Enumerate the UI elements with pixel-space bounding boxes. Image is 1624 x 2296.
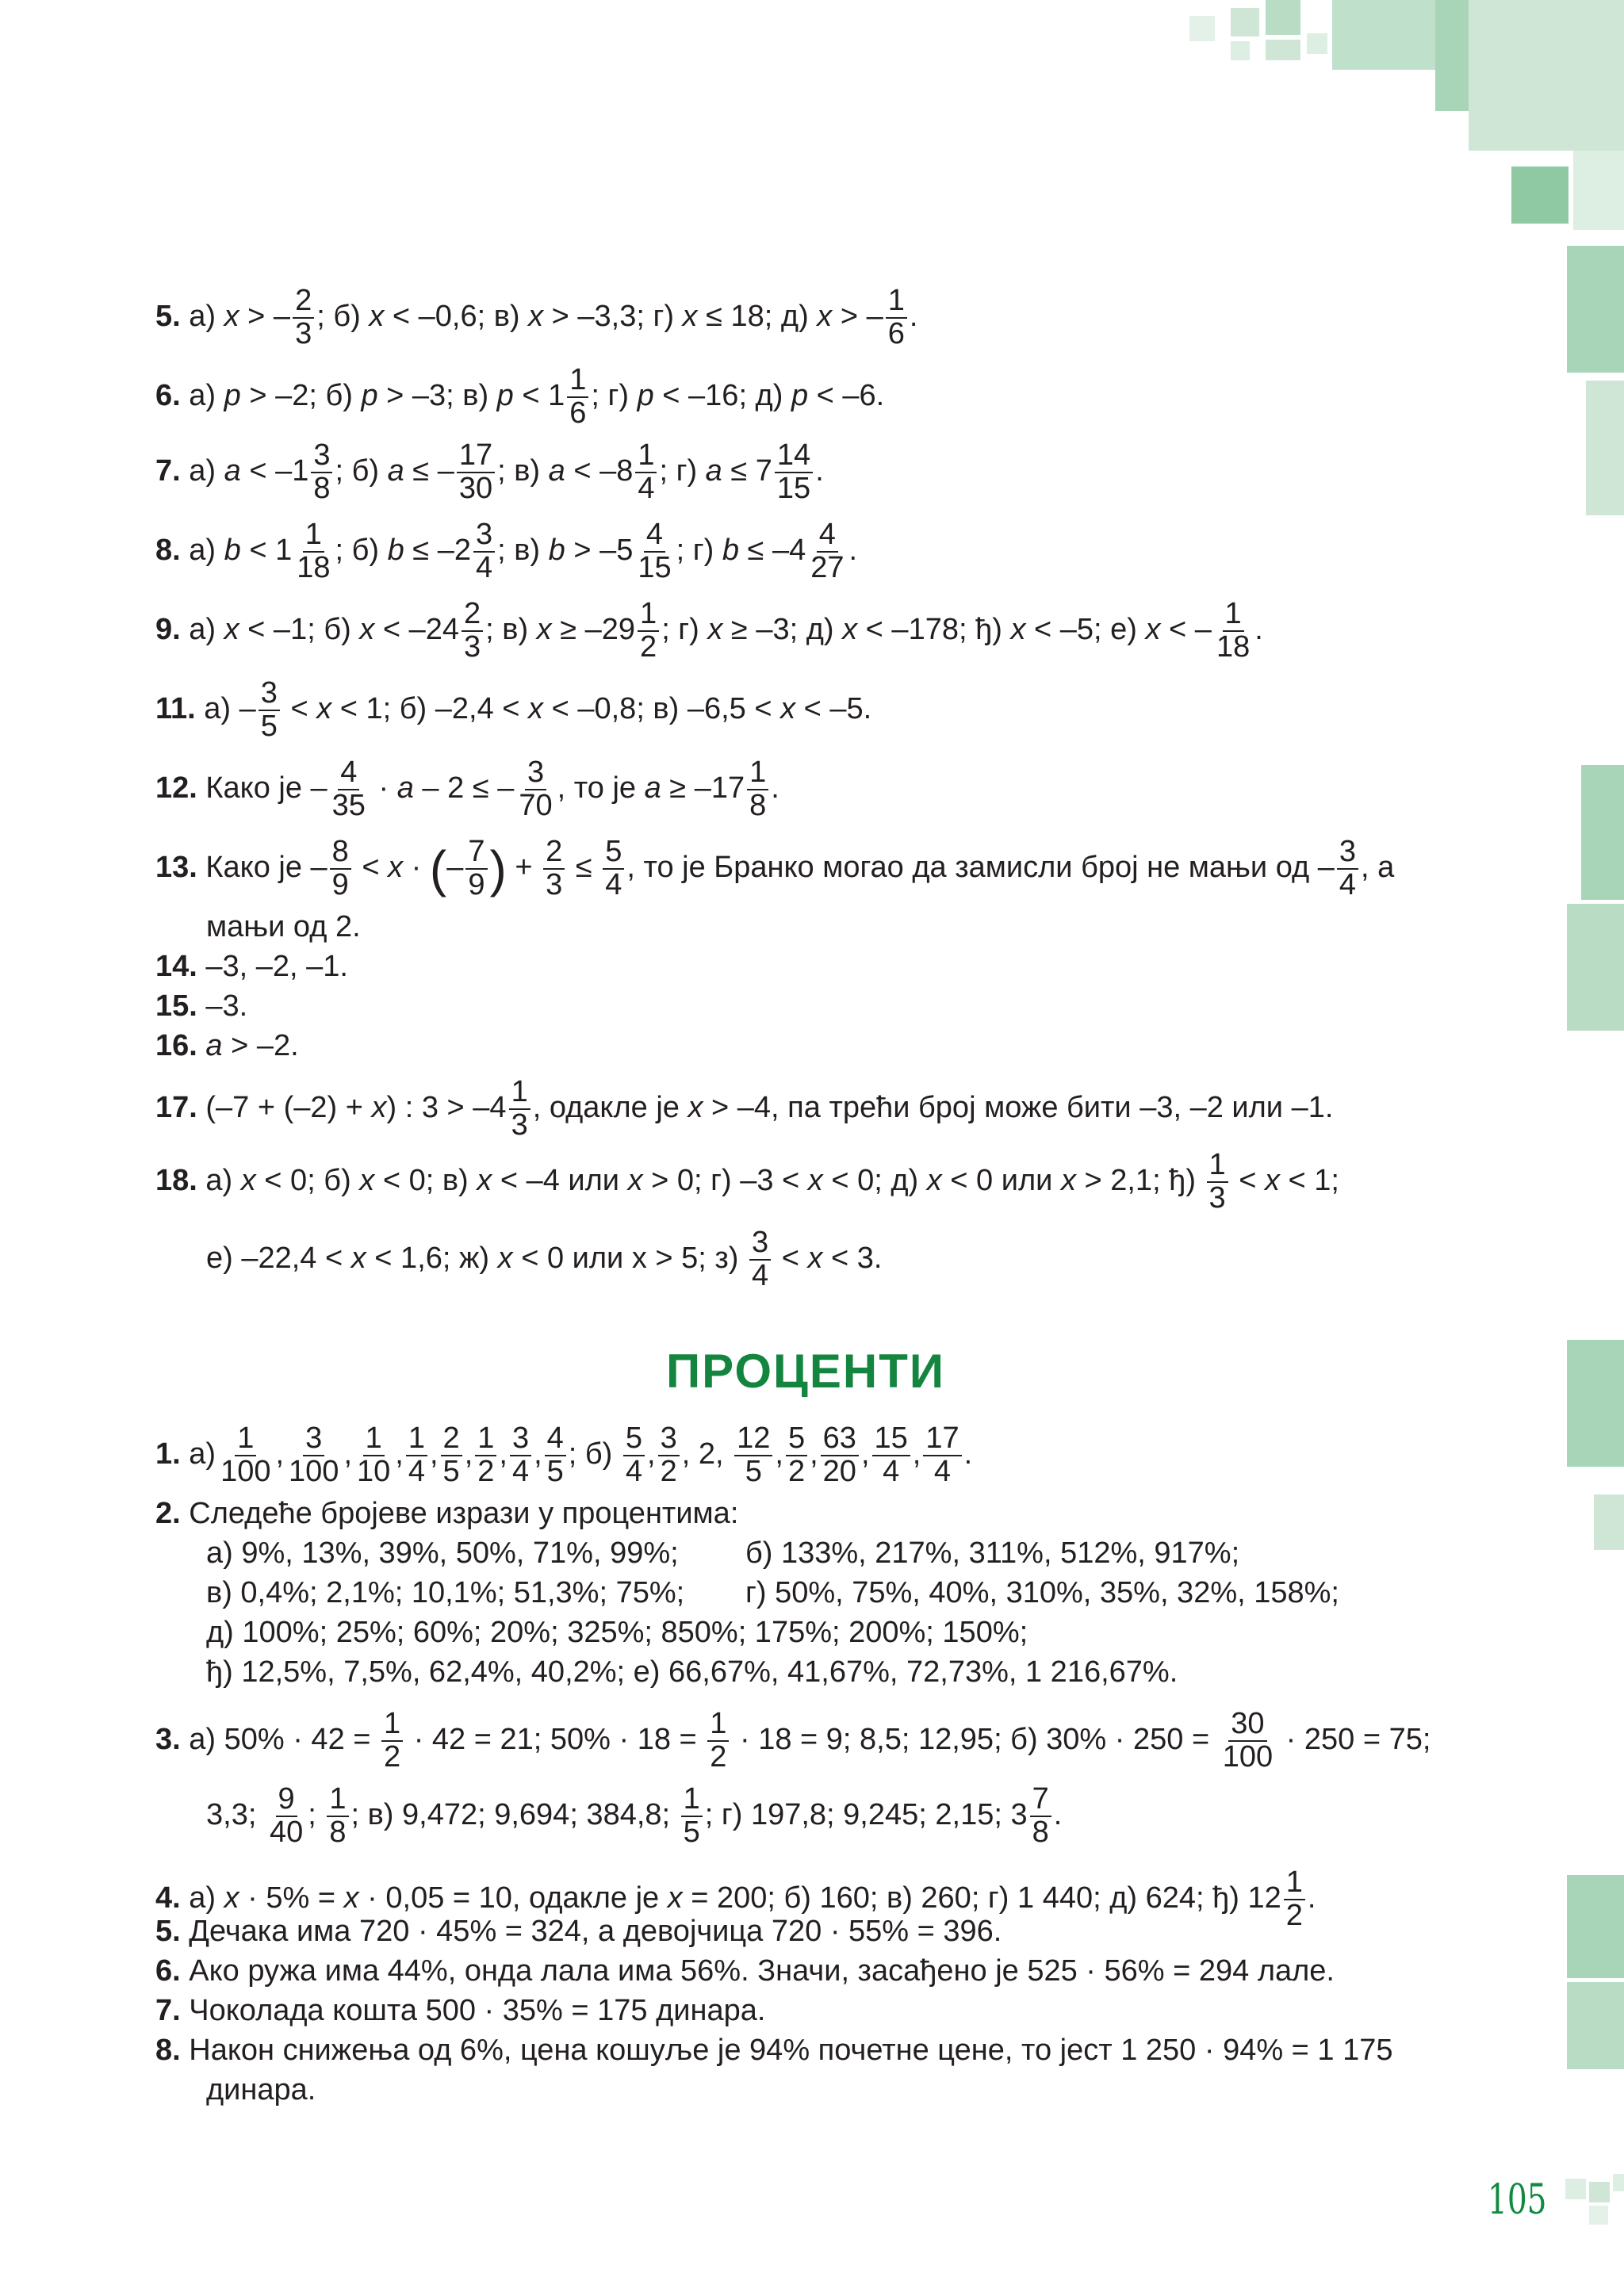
fraction: $\frac{1}{3}$ (1207, 1150, 1228, 1215)
fraction: $\frac{1}{5}$ (681, 1784, 703, 1849)
fraction: $\frac{1}{2}$ (1284, 1867, 1305, 1932)
fraction: $\frac{7}{9}$ (465, 836, 487, 901)
fraction: $\frac{3}{100}$ (289, 1422, 339, 1488)
page-number: 105 (1488, 2176, 1547, 2224)
fraction: $\frac{3}{5}$ (259, 678, 280, 743)
fraction: $\frac{1}{4}$ (406, 1423, 427, 1488)
percent-3: 3. а) 50% · 42 = $\frac{1}{2}$ · 42 = 21; 50% · 18 = $\frac{1}{2}$ · 18 = 9; 8,5; 12,95; б) 30% · 250 = $\frac{30}{100}$ · 250 = 75; (155, 1707, 1431, 1774)
fraction: $\frac{2}{3}$ (543, 836, 565, 901)
fraction: $\frac{7}{8}$ (1030, 1784, 1051, 1849)
percent-3-line2: 3,3; $\frac{9}{40}$ ; $\frac{1}{8}$ ; в) 9,472; 9,694; 384,8; $\frac{1}{5}$ ; г) 197,8; 9,245; 2,15; 3 $\frac{7}{8}$ . (206, 1782, 1063, 1849)
fraction: $\frac{1}{100}$ (220, 1422, 271, 1488)
fraction: $\frac{8}{9}$ (330, 836, 351, 901)
fraction: $\frac{14}{15}$ (775, 440, 813, 505)
fraction: $\frac{17}{4}$ (923, 1423, 961, 1488)
percent-8: 8. Након снижења од 6%, цена кошуље је 94% почетне цене, то јест 1 250 · 94% = 1 175 (155, 2034, 1393, 2067)
fraction: $\frac{5}{4}$ (603, 836, 624, 901)
fraction: $\frac{5}{4}$ (623, 1423, 645, 1488)
fraction: $\frac{1}{4}$ (635, 440, 657, 505)
percent-2-row1a: а) 9%, 13%, 39%, 50%, 71%, 99%; (206, 1536, 679, 1570)
fraction: $\frac{1}{2}$ (638, 599, 659, 664)
fraction-list-a: $\frac{1}{100}$ , $\frac{3}{100}$ , $\frac{1}{10}$ , $\frac{1}{4}$ , $\frac{2}{5}$ , $\frac{1}{2}$ , $\frac{3}{4}$ , $\frac{4}{5}$ (216, 1437, 569, 1471)
percent-4: 4. а) x · 5% = x · 0,05 = 10, одакле је x = 200; б) 160; в) 260; г) 1 440; д) 624; ђ) 12 $\frac{1}{2}$ . (155, 1866, 1316, 1932)
percent-5: 5. Дечака има 720 · 45% = 324, а девојчица 720 · 55% = 396. (155, 1915, 1002, 1948)
fraction: $\frac{2}{3}$ (462, 599, 483, 664)
answer-17: 17. (–7 + (–2) + x) : 3 > –4 $\frac{1}{3}$ , одакле је x > –4, па трећи број може бити –3, –2 или –1. (155, 1075, 1334, 1142)
fraction: $\frac{1}{6}$ (886, 285, 907, 350)
fraction: $\frac{2}{3}$ (293, 285, 314, 350)
answer-18-line2: е) –22,4 < x < 1,6; ж) x < 0 или x > 5; з) $\frac{3}{4}$ < x < 3. (206, 1226, 883, 1292)
fraction: $\frac{1}{2}$ (707, 1709, 729, 1774)
answer-12: 12. Како је – $\frac{4}{35}$ · a – 2 ≤ – $\frac{3}{70}$ , то је a ≥ –17 $\frac{1}{8}$ . (155, 756, 779, 822)
fraction: $\frac{1}{18}$ (1216, 597, 1251, 664)
fraction-list-b2: $\frac{12}{5}$ , $\frac{5}{2}$ , $\frac{63}{20}$ , $\frac{15}{4}$ , $\frac{17}{4}$ (732, 1437, 964, 1471)
percent-2-row1b: б) 133%, 217%, 311%, 512%, 917%; (745, 1536, 1240, 1570)
fraction: $\frac{2}{5}$ (441, 1423, 462, 1488)
fraction: $\frac{12}{5}$ (734, 1423, 772, 1488)
answer-16: 16. a > –2. (155, 1029, 299, 1062)
percent-2-row2b: г) 50%, 75%, 40%, 310%, 35%, 32%, 158%; (745, 1576, 1339, 1609)
answer-14: 14. –3, –2, –1. (155, 950, 348, 983)
answer-5: 5. а) x > – $\frac{2}{3}$ ; б) x < –0,6; в) x > –3,3; г) x ≤ 18; д) x > – $\frac{1}{6}$ . (155, 284, 918, 350)
fraction: $\frac{3}{8}$ (311, 440, 332, 505)
percent-7: 7. Чоколада кошта 500 · 35% = 175 динара. (155, 1994, 766, 2027)
fraction: $\frac{17}{30}$ (457, 440, 495, 505)
percent-2-row4: ђ) 12,5%, 7,5%, 62,4%, 40,2%; е) 66,67%, 41,67%, 72,73%, 1 216,67%. (206, 1655, 1178, 1689)
percent-8-line2: динара. (206, 2073, 316, 2107)
answer-7: 7. а) a < –1 $\frac{3}{8}$ ; б) a ≤ – $\frac{17}{30}$ ; в) a < –8 $\frac{1}{4}$ ; г) a ≤ 7 $\frac{14}{15}$ . (155, 438, 824, 505)
answer-18: 18. а) x < 0; б) x < 0; в) x < –4 или x > 0; г) –3 < x < 0; д) x < 0 или x > 2,1; ђ) $\frac{1}{3}$ < x < 1; (155, 1148, 1339, 1215)
fraction: $\frac{3}{4}$ (749, 1227, 771, 1292)
section-title: ПРОЦЕНТИ (666, 1345, 945, 1398)
fraction: $\frac{1}{2}$ (475, 1423, 496, 1488)
percent-1: 1. а) $\frac{1}{100}$ , $\frac{3}{100}$ , $\frac{1}{10}$ , $\frac{1}{4}$ , $\frac{2}{5}$ , $\frac{1}{2}$ , $\frac{3}{4}$ , $\frac{4}{5}$ ; б) $\frac{5}{4}$ , $\frac{3}{2}$ , 2, $\frac{12}{5}$ , $\frac{5}{2}$ , $\frac{63}{20}$ , $\frac{15}{4}$ , $\frac{17}{4}$ . (155, 1422, 973, 1488)
fraction: $\frac{1}{8}$ (747, 757, 768, 822)
fraction: $\frac{4}{27}$ (810, 518, 845, 584)
fraction-list-b1: $\frac{5}{4}$ , $\frac{3}{2}$ (621, 1437, 682, 1471)
fraction: $\frac{15}{4}$ (872, 1423, 910, 1488)
percent-2-row2a: в) 0,4%; 2,1%; 10,1%; 51,3%; 75%; (206, 1576, 685, 1609)
percent-2-row3: д) 100%; 25%; 60%; 20%; 325%; 850%; 175%; 200%; 150%; (206, 1616, 1028, 1649)
fraction: $\frac{1}{3}$ (509, 1077, 530, 1142)
fraction: $\frac{5}{2}$ (786, 1423, 807, 1488)
fraction: $\frac{9}{40}$ (269, 1782, 304, 1849)
fraction: $\frac{1}{8}$ (327, 1784, 348, 1849)
percent-2: 2. Следеће бројеве изрази у процентима: (155, 1497, 739, 1530)
fraction: $\frac{3}{2}$ (658, 1423, 680, 1488)
fraction: $\frac{3}{4}$ (1337, 836, 1358, 901)
fraction: $\frac{30}{100}$ (1222, 1707, 1274, 1774)
percent-6: 6. Ако ружа има 44%, онда лала има 56%. Значи, засађено је 525 · 56% = 294 лале. (155, 1954, 1335, 1988)
fraction: $\frac{4}{5}$ (545, 1423, 566, 1488)
answer-8: 8. а) b < 1 $\frac{1}{18}$ ; б) b ≤ –2 $\frac{3}{4}$ ; в) b > –5 $\frac{4}{15}$ ; г) b ≤ –4 $\frac{4}{27}$ . (155, 518, 858, 584)
fraction: $\frac{4}{35}$ (331, 756, 366, 822)
fraction: $\frac{3}{4}$ (510, 1423, 531, 1488)
answer-15: 15. –3. (155, 989, 248, 1023)
fraction: $\frac{1}{6}$ (567, 365, 588, 430)
fraction: $\frac{1}{10}$ (357, 1422, 391, 1488)
answer-13: 13. Како је – $\frac{8}{9}$ < x · (– $\frac{7}{9}$ ) + $\frac{2}{3}$ ≤ $\frac{5}{4}$ , то је Бранко могао да замисли број не мањи од – $\frac{3}{4}$ , а (155, 835, 1395, 901)
fraction: $\frac{3}{4}$ (473, 519, 495, 584)
fraction: $\frac{3}{70}$ (519, 756, 553, 822)
fraction: $\frac{63}{20}$ (821, 1423, 859, 1488)
fraction: $\frac{1}{18}$ (297, 518, 331, 584)
answer-6: 6. а) p > –2; б) p > –3; в) p < 1 $\frac{1}{6}$ ; г) p < –16; д) p < –6. (155, 363, 885, 430)
fraction: $\frac{1}{2}$ (381, 1709, 403, 1774)
fraction: $\frac{4}{15}$ (638, 518, 672, 584)
answer-13-line2: мањи од 2. (206, 910, 361, 943)
answer-9: 9. а) x < –1; б) x < –24 $\frac{2}{3}$ ; в) x ≥ –29 $\frac{1}{2}$ ; г) x ≥ –3; д) x < –178; ђ) x < –5; е) x < – $\frac{1}{18}$ . (155, 597, 1263, 664)
answer-11: 11. а) – $\frac{3}{5}$ < x < 1; б) –2,4 < x < –0,8; в) –6,5 < x < –5. (155, 676, 872, 743)
